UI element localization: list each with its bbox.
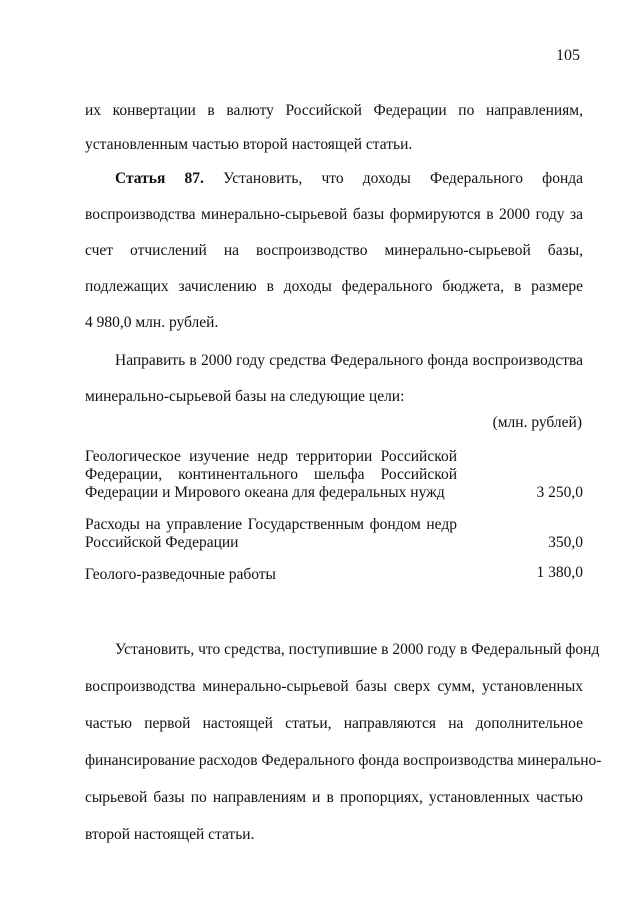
article-first-line	[85, 161, 583, 197]
row-description	[85, 448, 457, 502]
intro-paragraph	[85, 94, 583, 162]
article-label: Статья 87.	[115, 170, 204, 187]
row-line: Геолого-разведочные работы	[85, 566, 276, 583]
row-line: Российской Федерации	[85, 534, 239, 551]
text-line: финансирование расходов Федерального фонда воспроизводства минерально-	[85, 752, 602, 769]
row-line: Федерации, континентального шельфа Российской	[85, 466, 457, 483]
row-description	[85, 516, 457, 552]
row-value: 1 380,0	[536, 564, 583, 581]
row-value: 350,0	[548, 534, 583, 551]
text-line: минерально-сырьевой базы на следующие цели:	[85, 388, 405, 405]
text-line: их конвертации в валюту Российской Федерации по направлениям,	[85, 102, 583, 119]
text-line: второй настоящей статьи.	[85, 826, 255, 843]
row-line: Расходы на управление Государственным фондом недр	[85, 516, 457, 533]
text-line: воспроизводства минерально-сырьевой базы сверх сумм, установленных	[85, 678, 583, 695]
row-line: Геологическое изучение недр территории Российской	[85, 448, 457, 465]
table-unit: (млн. рублей)	[492, 414, 582, 431]
text-line: Направить в 2000 году средства Федерального фонда воспроизводства	[115, 352, 583, 369]
text-line: подлежащих зачислению в доходы федерального бюджета, в размере	[85, 278, 583, 295]
direct-paragraph	[85, 343, 583, 415]
text-line: воспроизводства минерально-сырьевой базы формируются в 2000 году за	[85, 206, 583, 223]
text-line: частью первой настоящей статьи, направляются на дополнительное	[85, 715, 583, 732]
final-paragraph	[85, 631, 602, 853]
row-value: 3 250,0	[536, 484, 583, 501]
text-line: установленным частью второй настоящей статьи.	[85, 136, 413, 153]
text-line: 4 980,0 млн. рублей.	[85, 314, 219, 331]
row-description	[85, 566, 457, 584]
text-line: счет отчислений на воспроизводство минерально-сырьевой базы,	[85, 242, 583, 259]
text-line: сырьевой базы по направлениям и в пропорциях, установленных частью	[85, 789, 583, 806]
article-first-line-text: Установить, что доходы Федерального фонда	[223, 170, 584, 187]
article-87-paragraph	[85, 161, 583, 341]
text-line: Установить, что средства, поступившие в 2000 году в Федеральный фонд	[115, 641, 600, 658]
row-line: Федерации и Мирового океана для федеральных нужд	[85, 484, 445, 501]
page-number: 105	[556, 47, 580, 64]
